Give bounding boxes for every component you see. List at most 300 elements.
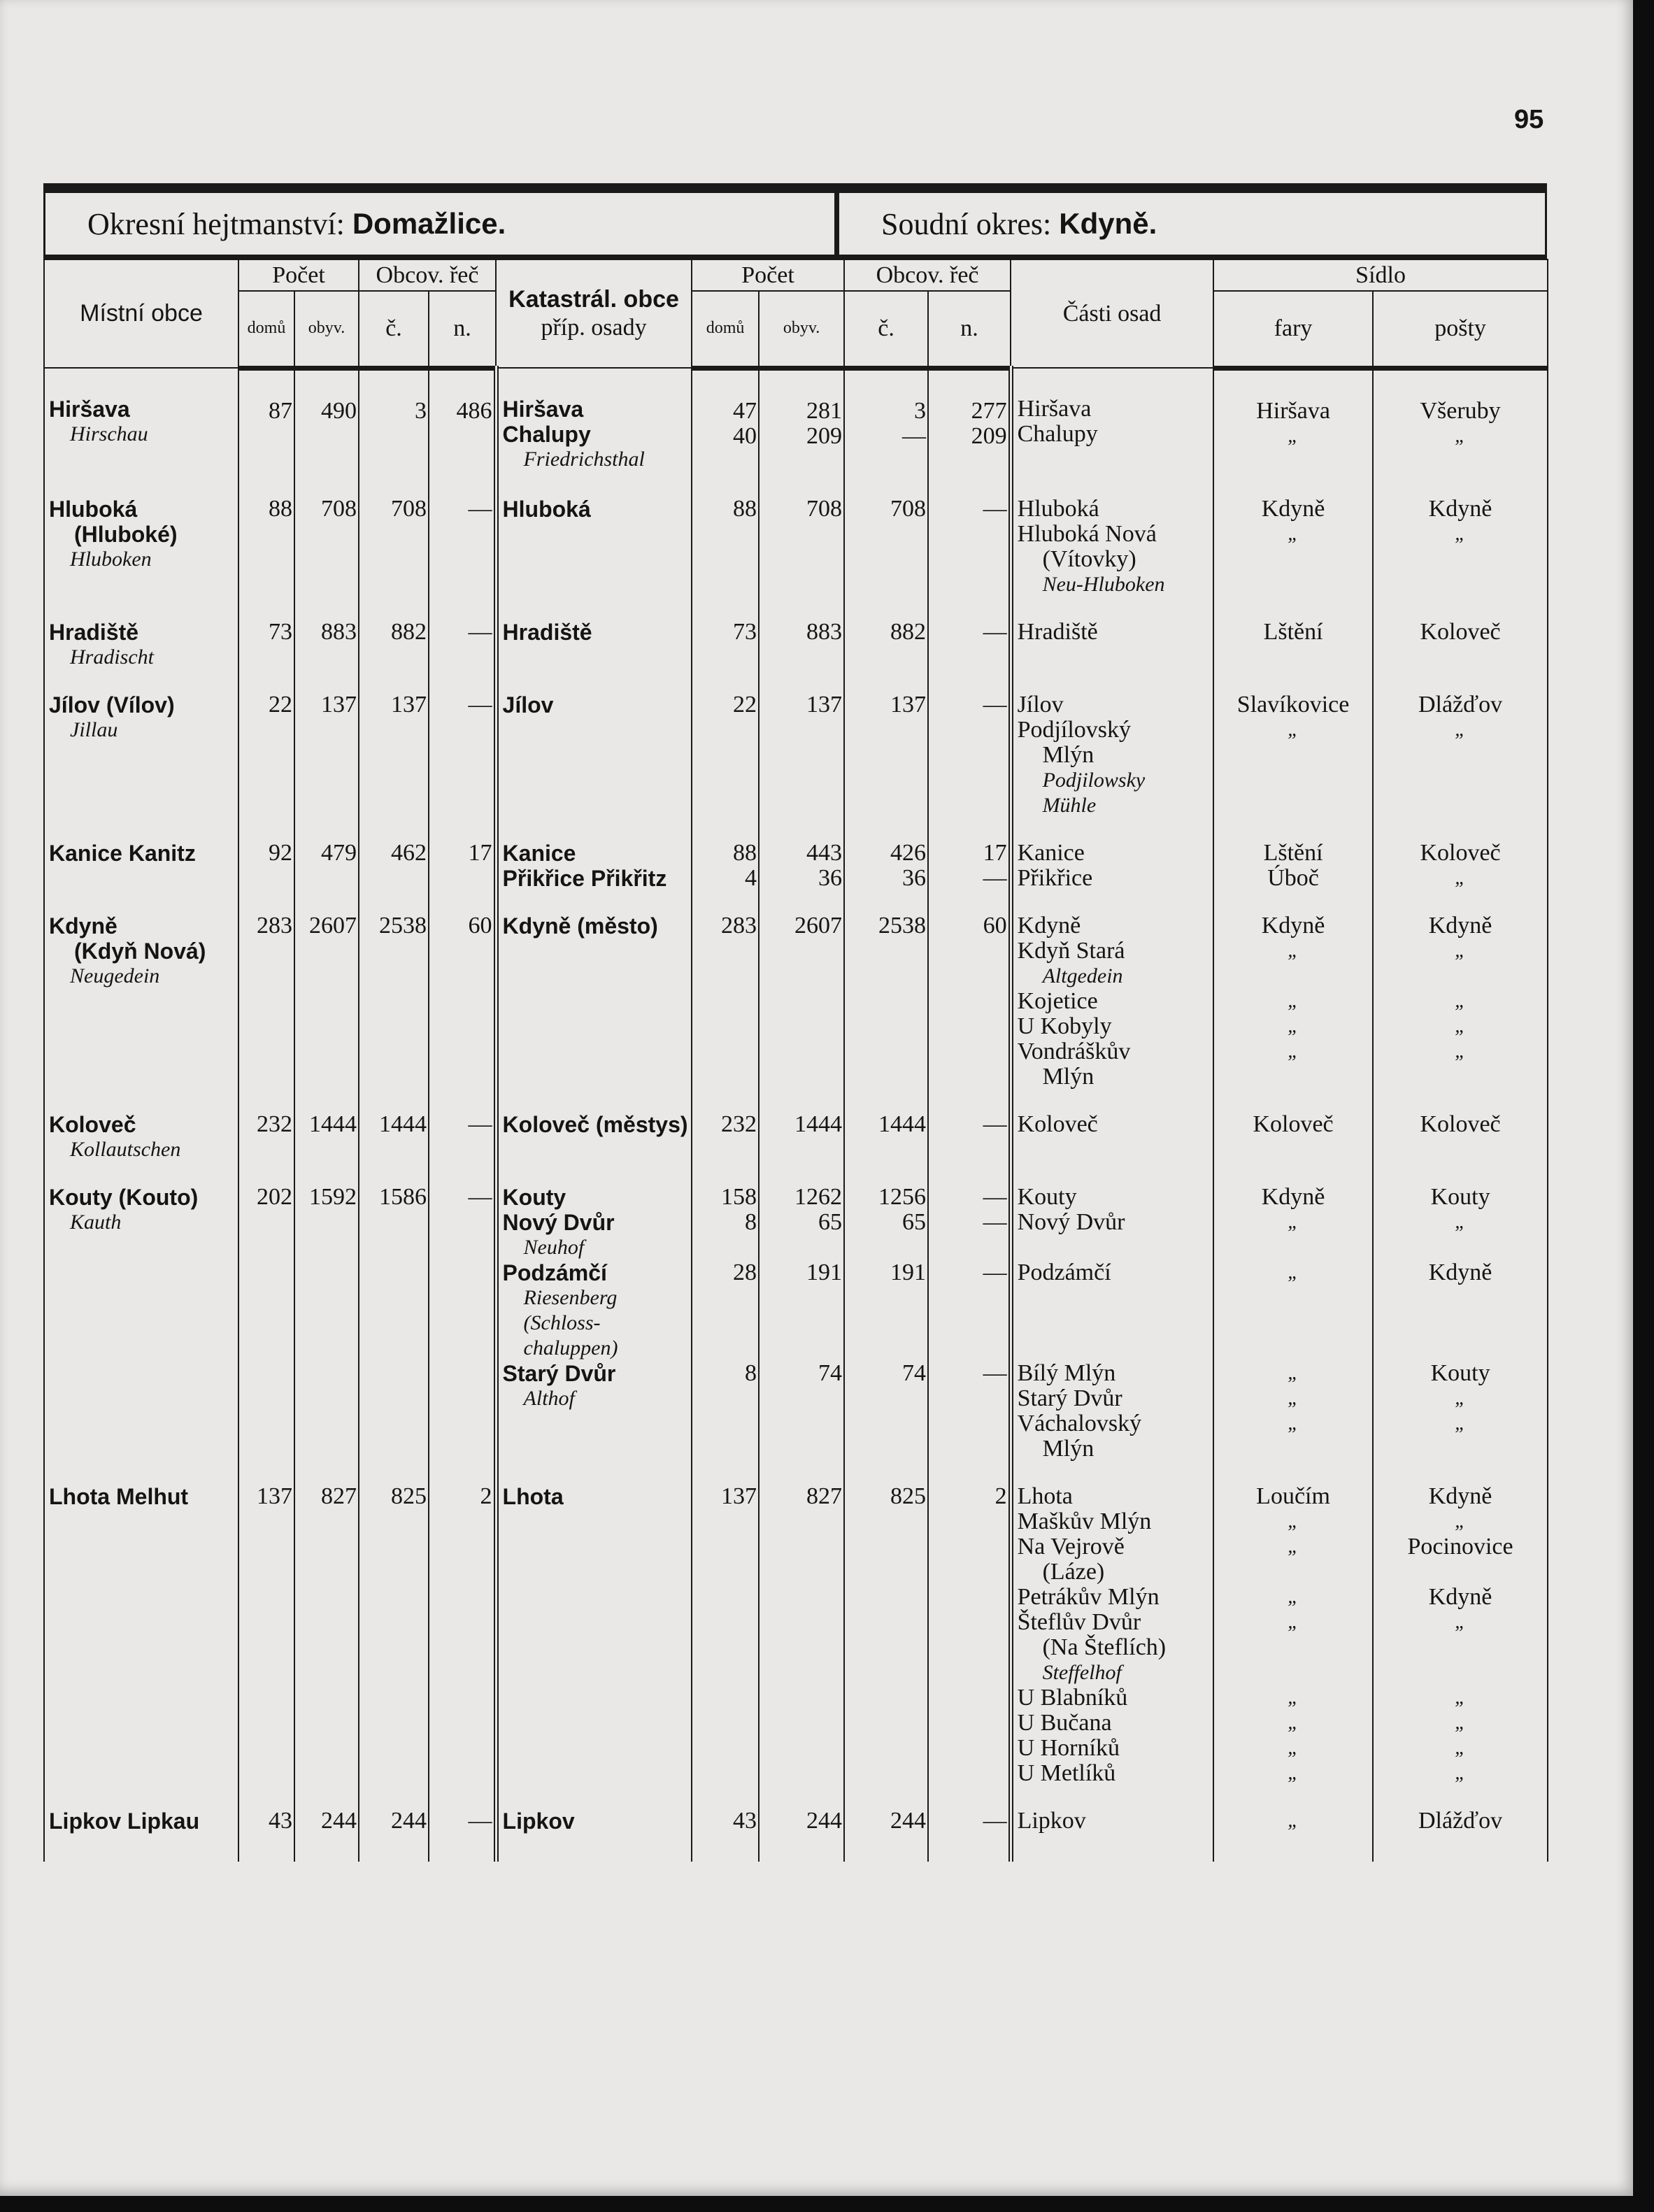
cadastral-german-name: Althof <box>523 1386 575 1410</box>
spacer <box>697 1235 757 1260</box>
sub-houses-cell <box>692 1462 759 1786</box>
german-cell <box>429 1786 496 1862</box>
post-office: Kdyně <box>1428 495 1492 522</box>
spacer <box>933 1761 1007 1786</box>
sub-czech-cell <box>844 1090 928 1162</box>
sub-houses-value: 137 <box>721 1483 757 1509</box>
parish-seat: Hiršava <box>1256 397 1330 424</box>
spacer <box>503 547 687 572</box>
post-office: Kdyně <box>1428 1483 1492 1509</box>
post-cell <box>1373 1462 1548 1786</box>
cadastral-cell <box>496 818 692 891</box>
inhabitants-value: 490 <box>321 397 357 424</box>
parish-seat <box>1218 572 1368 597</box>
post-office: Kouty <box>1430 1360 1490 1386</box>
spacer <box>849 718 926 743</box>
sub-inhabitants-cell <box>759 597 844 670</box>
sub-inhabitants-cell <box>759 368 844 474</box>
settlement-part: (Vítovky) <box>1042 545 1136 572</box>
sub-german-value: — <box>983 864 1007 891</box>
municipality-cell <box>44 891 238 1090</box>
parish-seat: Kdyně <box>1261 912 1325 939</box>
spacer <box>764 1336 842 1361</box>
spacer <box>933 1436 1007 1462</box>
spacer <box>503 1711 687 1736</box>
parts-cell <box>1011 818 1213 891</box>
settlement-part: Hluboká Nová <box>1017 520 1157 547</box>
cadastral-german-name: Neuhof <box>523 1235 585 1259</box>
municipality-name: Hiršava <box>49 397 130 422</box>
spacer <box>933 1635 1007 1660</box>
col-houses-1: domů <box>238 291 294 368</box>
spacer <box>697 1039 757 1064</box>
cadastral-name: Kouty <box>502 1184 566 1210</box>
col-cadastral <box>496 259 692 368</box>
spacer <box>933 1285 1007 1311</box>
czech-value: 708 <box>391 495 427 522</box>
parish-seat <box>1218 1560 1368 1585</box>
spacer <box>503 768 687 793</box>
czech-cell <box>359 1090 429 1162</box>
municipality-german-name: Kollautschen <box>70 1137 181 1161</box>
settlement-part: Hradiště <box>1017 618 1098 645</box>
spacer <box>764 1585 842 1610</box>
post-office: „ <box>1455 1211 1466 1233</box>
sub-inhabitants-value: 65 <box>818 1208 843 1235</box>
spacer <box>849 1411 926 1436</box>
parts-cell <box>1011 368 1213 474</box>
col-count-2: Počet <box>692 259 844 291</box>
spacer <box>503 1411 687 1436</box>
parish-seat <box>1218 1436 1368 1462</box>
spacer <box>503 1039 687 1064</box>
cadastral-name: Kdyně (město) <box>502 913 658 939</box>
col-german-2: n. <box>928 291 1011 368</box>
spacer <box>849 522 926 547</box>
settlement-part: Bílý Mlýn <box>1017 1360 1116 1386</box>
table-row <box>44 474 1548 597</box>
parish-seat <box>1218 1660 1368 1685</box>
sub-houses-cell <box>692 818 759 891</box>
sub-houses-value: 47 <box>733 397 757 424</box>
spacer <box>849 1711 926 1736</box>
sub-czech-value: 74 <box>902 1360 927 1386</box>
settlement-part: Kdyň Stará <box>1017 937 1125 964</box>
german-value: 486 <box>456 397 492 424</box>
post-office: Kdyně <box>1428 1583 1492 1610</box>
czech-value: 137 <box>391 691 427 718</box>
cadastral-cell <box>496 1090 692 1162</box>
settlement-part: Podjílovský <box>1017 716 1132 743</box>
post-office: „ <box>1455 1686 1466 1708</box>
table-row <box>44 1162 1548 1462</box>
spacer <box>503 1014 687 1039</box>
cadastral-cell <box>496 891 692 1090</box>
spacer <box>849 1610 926 1635</box>
cadastral-german-name: Friedrichsthal <box>523 448 645 471</box>
sub-german-value: — <box>983 1259 1007 1285</box>
municipality-german-name: Kauth <box>70 1210 122 1234</box>
cadastral-german-name: Riesenberg <box>523 1285 618 1309</box>
cadastral-name: Starý Dvůr <box>502 1360 616 1386</box>
parish-seat: Úboč <box>1267 864 1319 891</box>
parish-seat: „ <box>1288 939 1299 962</box>
spacer <box>503 964 687 989</box>
parish-cell <box>1213 818 1373 891</box>
spacer <box>697 989 757 1014</box>
spacer <box>697 743 757 768</box>
spacer <box>849 743 926 768</box>
czech-cell <box>359 1462 429 1786</box>
spacer <box>764 1436 842 1462</box>
cadastral-name: Lipkov <box>502 1808 575 1834</box>
houses-value: 22 <box>269 691 292 718</box>
czech-value: 1586 <box>379 1183 427 1210</box>
cadastral-german-name: (Schloss- <box>523 1311 601 1334</box>
houses-value: 137 <box>257 1483 292 1509</box>
post-cell <box>1373 368 1548 474</box>
parish-cell <box>1213 891 1373 1090</box>
sub-inhabitants-cell <box>759 891 844 1090</box>
czech-cell <box>359 1162 429 1462</box>
post-office <box>1378 1436 1543 1462</box>
inhabitants-value: 137 <box>321 691 357 718</box>
spacer <box>697 793 757 818</box>
spacer <box>933 1336 1007 1361</box>
sub-inhabitants-value: 1444 <box>794 1111 843 1137</box>
spacer <box>849 547 926 572</box>
spacer <box>849 1336 926 1361</box>
sub-german-value: 209 <box>971 422 1007 449</box>
settlement-part: Kojetice <box>1017 987 1098 1014</box>
parish-seat: Slavíkovice <box>1236 691 1350 718</box>
cadastral-name: Koloveč (městys) <box>502 1111 688 1137</box>
spacer <box>503 1761 687 1786</box>
sub-inhabitants-value: 244 <box>806 1807 843 1834</box>
parish-cell <box>1213 474 1373 597</box>
spacer <box>697 1411 757 1436</box>
title-row <box>43 193 1547 259</box>
spacer <box>764 1039 842 1064</box>
inhabitants-value: 244 <box>321 1807 357 1834</box>
spacer <box>764 1560 842 1585</box>
sub-houses-cell <box>692 891 759 1090</box>
spacer <box>1018 1285 1209 1311</box>
sub-czech-value: 882 <box>890 618 927 645</box>
houses-cell <box>238 1786 294 1862</box>
czech-cell <box>359 597 429 670</box>
spacer <box>697 1761 757 1786</box>
german-value: — <box>468 1111 492 1137</box>
parts-cell <box>1011 1786 1213 1862</box>
post-office <box>1378 1560 1543 1585</box>
inhabitants-cell <box>294 1462 359 1786</box>
czech-value: 2538 <box>379 912 427 939</box>
settlement-part: Altgedein <box>1042 964 1123 987</box>
sub-inhabitants-value: 443 <box>806 839 843 866</box>
houses-cell <box>238 597 294 670</box>
spacer <box>933 939 1007 964</box>
houses-value: 73 <box>269 618 292 645</box>
sub-houses-cell <box>692 474 759 597</box>
sub-inhabitants-value: 827 <box>806 1483 843 1509</box>
inhabitants-cell <box>294 818 359 891</box>
parish-seat: „ <box>1288 1736 1299 1759</box>
municipality-name: (Kdyň Nová) <box>74 938 206 964</box>
sub-inhabitants-cell <box>759 474 844 597</box>
cadastral-cell <box>496 474 692 597</box>
col-inhabitants-1: obyv. <box>294 291 359 368</box>
sub-inhabitants-value: 883 <box>806 618 843 645</box>
settlement-part: Mlýn <box>1042 741 1095 768</box>
spacer <box>849 1014 926 1039</box>
col-inhabitants-2: obyv. <box>759 291 844 368</box>
municipality-name: Hradiště <box>49 619 139 645</box>
spacer <box>933 1235 1007 1260</box>
post-office: „ <box>1455 1015 1466 1037</box>
spacer <box>1018 1311 1209 1336</box>
spacer <box>1378 1336 1543 1361</box>
post-office: „ <box>1455 939 1466 962</box>
parish-seat: „ <box>1288 1809 1299 1832</box>
sub-czech-cell <box>844 818 928 891</box>
spacer <box>697 1585 757 1610</box>
post-office <box>1378 964 1543 989</box>
sub-czech-value: 36 <box>902 864 927 891</box>
post-office: „ <box>1455 1040 1466 1062</box>
col-parish: fary <box>1213 291 1373 368</box>
czech-cell <box>359 818 429 891</box>
spacer <box>697 1285 757 1311</box>
sub-czech-value: 244 <box>890 1807 927 1834</box>
spacer <box>764 572 842 597</box>
spacer <box>697 939 757 964</box>
table-row <box>44 597 1548 670</box>
settlement-part: U Metlíků <box>1017 1760 1116 1786</box>
sub-houses-value: 40 <box>733 422 757 449</box>
german-cell <box>429 670 496 818</box>
sub-inhabitants-value: 209 <box>806 422 843 449</box>
sub-german-value: 277 <box>971 397 1007 424</box>
spacer <box>933 768 1007 793</box>
spacer <box>697 1509 757 1534</box>
settlement-part: (Láze) <box>1042 1558 1105 1585</box>
post-office: Koloveč <box>1420 618 1501 645</box>
spacer <box>503 1534 687 1560</box>
houses-cell <box>238 474 294 597</box>
sub-german-value: — <box>983 1807 1007 1834</box>
spacer <box>1378 1285 1543 1311</box>
municipality-table <box>43 259 1548 1862</box>
municipality-cell <box>44 1462 238 1786</box>
german-value: 60 <box>468 912 492 939</box>
spacer <box>697 768 757 793</box>
spacer <box>503 743 687 768</box>
settlement-part: Kdyně <box>1017 912 1081 939</box>
spacer <box>503 1685 687 1711</box>
settlement-part: Neu-Hluboken <box>1042 572 1165 596</box>
district-title <box>45 193 839 255</box>
german-cell <box>429 474 496 597</box>
sub-houses-value: 28 <box>733 1259 757 1285</box>
sub-inhabitants-cell <box>759 670 844 818</box>
german-cell <box>429 1462 496 1786</box>
col-cadastral-sub: příp. osady <box>541 314 647 341</box>
spacer <box>764 793 842 818</box>
sub-german-value: — <box>983 1360 1007 1386</box>
spacer <box>764 768 842 793</box>
sub-inhabitants-value: 36 <box>818 864 843 891</box>
inhabitants-value: 708 <box>321 495 357 522</box>
municipality-german-name: Neugedein <box>70 964 160 987</box>
parts-cell <box>1011 891 1213 1090</box>
houses-value: 88 <box>269 495 292 522</box>
cadastral-name: Kanice <box>502 840 576 866</box>
spacer <box>503 1610 687 1635</box>
post-cell <box>1373 891 1548 1090</box>
sub-houses-value: 4 <box>745 864 757 891</box>
parish-seat <box>1218 1635 1368 1660</box>
parts-cell <box>1011 1462 1213 1786</box>
settlement-part: Kouty <box>1017 1183 1077 1210</box>
spacer <box>697 1534 757 1560</box>
table-row <box>44 670 1548 818</box>
sub-czech-value: 191 <box>890 1259 927 1285</box>
sub-czech-value: 708 <box>890 495 927 522</box>
sub-czech-cell <box>844 474 928 597</box>
spacer <box>697 718 757 743</box>
parish-seat: Kdyně <box>1261 1183 1325 1210</box>
spacer <box>764 1064 842 1090</box>
post-office: „ <box>1455 990 1466 1012</box>
sub-houses-value: 283 <box>721 912 757 939</box>
court-title <box>839 193 1157 255</box>
inhabitants-value: 479 <box>321 839 357 866</box>
sub-german-value: — <box>983 618 1007 645</box>
municipality-german-name: Jillau <box>70 718 118 741</box>
settlement-part: Mlýn <box>1042 1063 1095 1090</box>
sub-houses-cell <box>692 368 759 474</box>
spacer <box>764 1311 842 1336</box>
spacer <box>697 1336 757 1361</box>
spacer <box>697 1014 757 1039</box>
statistical-table <box>43 183 1547 1862</box>
czech-value: 1444 <box>379 1111 427 1137</box>
inhabitants-value: 2607 <box>309 912 357 939</box>
post-office <box>1378 793 1543 818</box>
settlement-part: Na Vejrově <box>1017 1533 1125 1560</box>
post-cell <box>1373 1786 1548 1862</box>
post-office: Kdyně <box>1428 912 1492 939</box>
table-row <box>44 1786 1548 1862</box>
spacer <box>933 964 1007 989</box>
settlement-part: Lipkov <box>1017 1807 1086 1834</box>
cadastral-cell <box>496 1462 692 1786</box>
sub-inhabitants-cell <box>759 1162 844 1462</box>
german-value: — <box>468 1183 492 1210</box>
cadastral-name: Nový Dvůr <box>502 1209 615 1235</box>
municipality-name: Lipkov Lipkau <box>49 1808 200 1834</box>
spacer <box>849 1039 926 1064</box>
post-office: „ <box>1455 718 1466 741</box>
settlement-part: Steffelhof <box>1042 1660 1122 1684</box>
post-office: Koloveč <box>1420 1111 1501 1137</box>
post-cell <box>1373 1090 1548 1162</box>
settlement-part: Nový Dvůr <box>1017 1208 1125 1235</box>
spacer <box>764 1635 842 1660</box>
post-office: „ <box>1455 522 1466 545</box>
parish-seat <box>1218 547 1368 572</box>
parish-seat: Kdyně <box>1261 495 1325 522</box>
spacer <box>849 964 926 989</box>
post-office <box>1378 743 1543 768</box>
spacer <box>933 1064 1007 1090</box>
sub-houses-value: 158 <box>721 1183 757 1210</box>
cadastral-name: Chalupy <box>502 422 591 448</box>
houses-cell <box>238 1462 294 1786</box>
spacer <box>697 572 757 597</box>
spacer <box>1018 1336 1209 1361</box>
col-parts: Části osad <box>1011 259 1213 368</box>
spacer <box>503 939 687 964</box>
inhabitants-cell <box>294 474 359 597</box>
municipality-name: Lhota Melhut <box>49 1483 189 1509</box>
municipality-name: Kouty (Kouto) <box>49 1184 199 1210</box>
sub-inhabitants-cell <box>759 1090 844 1162</box>
spacer <box>697 1635 757 1660</box>
parish-seat: Loučím <box>1256 1483 1330 1509</box>
parish-seat: „ <box>1288 718 1299 741</box>
spacer <box>503 1660 687 1685</box>
court-name: Kdyně. <box>1059 207 1157 240</box>
cadastral-cell <box>496 368 692 474</box>
spacer <box>764 1660 842 1685</box>
czech-value: 3 <box>415 397 427 424</box>
sub-inhabitants-cell <box>759 1462 844 1786</box>
post-office <box>1378 547 1543 572</box>
spacer <box>764 1685 842 1711</box>
spacer <box>933 1610 1007 1635</box>
sub-inhabitants-value: 2607 <box>794 912 843 939</box>
settlement-part: Koloveč <box>1017 1111 1098 1137</box>
post-office: „ <box>1455 424 1466 447</box>
inhabitants-cell <box>294 1786 359 1862</box>
spacer <box>849 793 926 818</box>
sub-german-cell <box>928 670 1011 818</box>
sub-inhabitants-value: 74 <box>818 1360 843 1386</box>
houses-cell <box>238 818 294 891</box>
spacer <box>764 964 842 989</box>
sub-czech-value: 1256 <box>878 1183 927 1210</box>
sub-czech-value: 65 <box>902 1208 927 1235</box>
spacer <box>764 522 842 547</box>
parish-seat <box>1218 768 1368 793</box>
czech-value: 882 <box>391 618 427 645</box>
parts-cell <box>1011 1162 1213 1462</box>
sub-german-value: 17 <box>983 839 1007 866</box>
table-row <box>44 891 1548 1090</box>
spacer <box>849 1311 926 1336</box>
spacer <box>933 1685 1007 1711</box>
settlement-part: Jílov <box>1017 691 1064 718</box>
col-czech-1: č. <box>359 291 429 368</box>
sub-german-value: — <box>983 495 1007 522</box>
municipality-cell <box>44 670 238 818</box>
spacer <box>933 522 1007 547</box>
sub-czech-cell <box>844 1462 928 1786</box>
sub-houses-value: 22 <box>733 691 757 718</box>
sub-german-value: 2 <box>994 1483 1007 1509</box>
